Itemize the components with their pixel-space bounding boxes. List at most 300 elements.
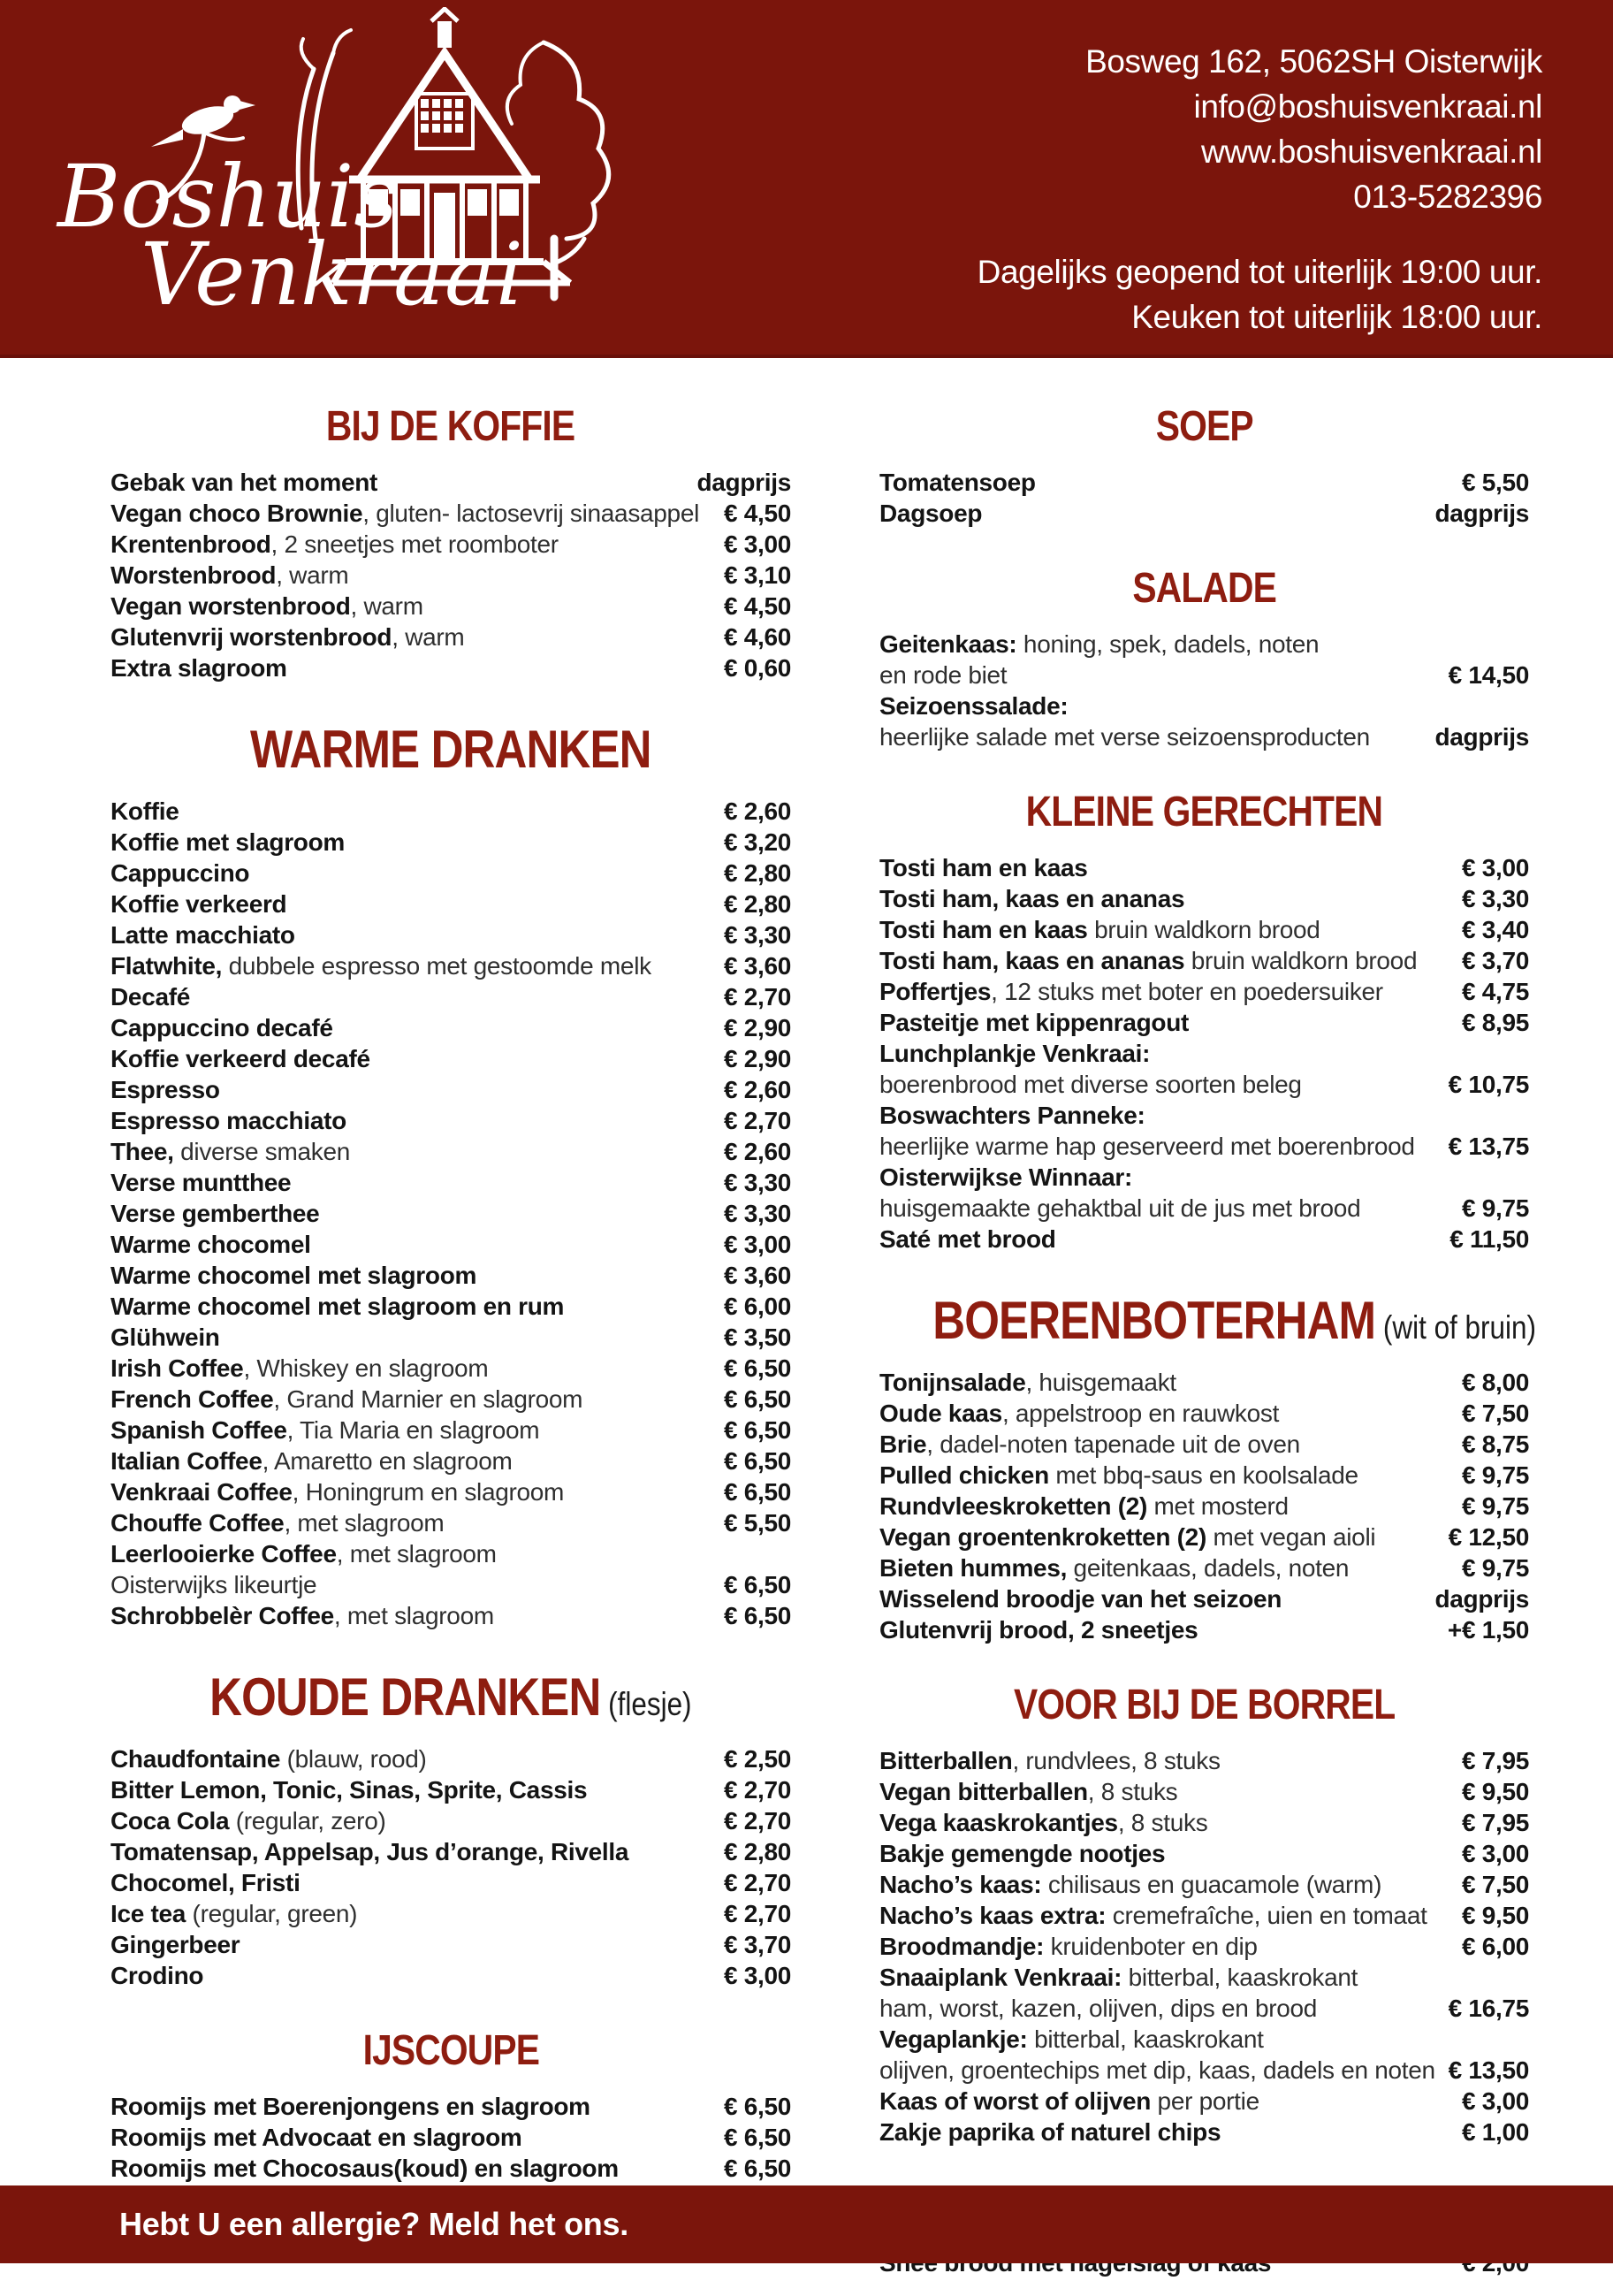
menu-item-row <box>110 1043 791 1074</box>
section-items <box>110 1743 791 1991</box>
item-name <box>110 1898 715 1929</box>
item-name <box>110 1538 782 1569</box>
section-title-text: SOEP <box>1155 403 1253 450</box>
menu-section-bij-de-koffie <box>110 402 791 683</box>
item-price: € 6,50 <box>723 1354 791 1382</box>
item-name <box>110 827 715 858</box>
item-name <box>879 852 1453 883</box>
item-description: met bbq-saus en koolsalade <box>1048 1461 1358 1489</box>
item-name <box>879 498 1426 529</box>
item-name-bold: Tosti ham en kaas <box>879 854 1088 881</box>
menu-item-row <box>110 622 791 652</box>
contact-line: 013-5282396 <box>1353 179 1542 215</box>
item-name <box>110 1291 715 1322</box>
item-name <box>879 1131 1440 1162</box>
item-name-bold: Poffertjes <box>879 978 992 1005</box>
item-price: € 9,75 <box>1461 1461 1529 1489</box>
item-name-bold: Warme chocomel met slagroom en rum <box>110 1293 565 1320</box>
item-price: € 5,50 <box>723 1509 791 1537</box>
item-name <box>110 1774 715 1805</box>
item-price: € 4,50 <box>723 500 791 527</box>
contact-line: Bosweg 162, 5062SH Oisterwijk <box>1085 43 1542 80</box>
section-title <box>879 788 1529 836</box>
menu-item-row <box>110 981 791 1012</box>
menu-section-soep <box>879 402 1529 529</box>
item-name-bold: Pulled chicken <box>879 1461 1049 1489</box>
item-price: € 2,80 <box>723 1838 791 1865</box>
item-description: , Honingrum en slagroom <box>292 1478 565 1506</box>
item-price: € 2,80 <box>723 859 791 887</box>
item-name <box>110 2153 715 2184</box>
menu-item-row <box>879 1838 1529 1869</box>
item-description: , Whiskey en slagroom <box>243 1354 489 1382</box>
item-price: € 12,50 <box>1448 1523 1529 1551</box>
item-description: bitterbal, kaaskrokant <box>1027 2025 1264 2053</box>
allergy-notice: Hebt U een allergie? Meld het ons. <box>119 2206 628 2242</box>
item-name-bold: Geitenkaas: <box>879 630 1017 658</box>
menu-item-row <box>879 1367 1529 1398</box>
item-price: € 9,75 <box>1461 1194 1529 1222</box>
item-name-bold: Tomatensap, Appelsap, Jus d’orange, Rivella <box>110 1838 629 1865</box>
item-price: € 6,50 <box>723 2155 791 2182</box>
menu-item-row <box>110 1476 791 1507</box>
item-name <box>879 1745 1453 1776</box>
menu-item-row <box>110 950 791 981</box>
item-description: bitterbal, kaaskrokant <box>1122 1964 1358 1991</box>
menu-section-boerenboterham <box>879 1290 1536 1645</box>
item-name-bold: Chaudfontaine <box>110 1745 281 1773</box>
item-description: , rundvlees, 8 stuks <box>1012 1747 1221 1774</box>
menu-columns <box>0 358 1613 2296</box>
menu-item-row <box>879 1429 1529 1460</box>
menu-item-row <box>879 2086 1529 2117</box>
item-name-bold: Glutenvrij brood, 2 sneetjes <box>879 1616 1198 1644</box>
hours-line: Keuken tot uiterlijk 18:00 uur. <box>1131 299 1542 335</box>
item-name-bold: Tomatensoep <box>879 469 1036 496</box>
item-name-bold: Gingerbeer <box>110 1931 240 1958</box>
menu-item-row <box>110 1384 791 1415</box>
item-price: dagprijs <box>696 469 791 496</box>
section-title-suffix: (flesje) <box>600 1686 692 1722</box>
section-title-text: IJSCOUPE <box>362 2027 539 2074</box>
item-name-bold: Bitter Lemon, Tonic, Sinas, Sprite, Cassis <box>110 1776 588 1804</box>
item-description: (regular, green) <box>186 1900 358 1927</box>
section-title <box>879 564 1529 613</box>
menu-item-row <box>879 1614 1529 1645</box>
item-name <box>879 1460 1453 1491</box>
item-description: cremefraîche, uien en tomaat <box>1106 1902 1427 1929</box>
item-price: € 2,70 <box>723 1107 791 1134</box>
item-price: dagprijs <box>1434 723 1529 751</box>
item-price: € 14,50 <box>1448 661 1529 689</box>
item-price: € 2,70 <box>723 1900 791 1927</box>
item-name-bold: Chouffe Coffee <box>110 1509 285 1537</box>
menu-item-row <box>110 2122 791 2153</box>
item-name <box>110 1384 715 1415</box>
item-name-bold: Bitterballen <box>879 1747 1013 1774</box>
item-name <box>879 1993 1440 2024</box>
item-name <box>110 1836 715 1867</box>
menu-item-row <box>879 660 1529 690</box>
item-description: ham, worst, kazen, olijven, dips en brood <box>879 1995 1318 2022</box>
item-price: € 7,50 <box>1461 1871 1529 1898</box>
menu-item-row <box>110 1898 791 1929</box>
item-name <box>110 1415 715 1445</box>
section-items <box>879 629 1529 752</box>
menu-item-row <box>110 1743 791 1774</box>
item-name <box>110 1074 715 1105</box>
item-name-bold: Verse muntthee <box>110 1169 292 1196</box>
item-name-bold: Glühwein <box>110 1323 220 1351</box>
menu-item-row <box>879 1398 1529 1429</box>
item-name-bold: Dagsoep <box>879 500 983 527</box>
menu-item-row <box>879 1869 1529 1900</box>
item-name <box>110 1167 715 1198</box>
item-price: dagprijs <box>1434 1585 1529 1613</box>
item-price: € 6,50 <box>723 1447 791 1475</box>
item-name-bold: Roomijs met Boerenjongens en slagroom <box>110 2093 590 2120</box>
item-name <box>879 1962 1520 1993</box>
item-name <box>110 1507 715 1538</box>
item-description: olijven, groentechips met dip, kaas, dadels en noten <box>879 2056 1435 2084</box>
item-name <box>879 1224 1441 1255</box>
menu-item-row <box>110 560 791 591</box>
item-name-bold: Ice tea <box>110 1900 186 1927</box>
item-name-bold: Vega kaaskrokantjes <box>879 1809 1118 1836</box>
item-name-bold: Bakje gemengde nootjes <box>879 1840 1166 1867</box>
section-title-text: BIJ DE KOFFIE <box>326 403 575 450</box>
item-price: € 8,95 <box>1461 1009 1529 1036</box>
item-name <box>879 1838 1453 1869</box>
item-name <box>879 721 1426 752</box>
item-description: heerlijke salade met verse seizoensproducten <box>879 723 1370 751</box>
item-name <box>110 622 715 652</box>
item-name <box>110 981 715 1012</box>
item-name <box>879 1900 1453 1931</box>
section-title-suffix: (wit of bruin) <box>1375 1309 1536 1346</box>
item-description: , 2 sneetjes met roomboter <box>270 530 559 558</box>
item-name-bold: Espresso macchiato <box>110 1107 346 1134</box>
item-name <box>110 1260 715 1291</box>
menu-item-row <box>110 1507 791 1538</box>
menu-section-salade <box>879 564 1529 752</box>
item-name <box>110 1569 715 1600</box>
menu-item-row <box>879 2117 1529 2147</box>
item-price: € 8,00 <box>1461 1369 1529 1396</box>
item-name-bold: Decafé <box>110 983 191 1011</box>
item-name-bold: Vegan worstenbrood <box>110 592 351 620</box>
item-name-bold: French Coffee <box>110 1385 274 1413</box>
section-title <box>110 2026 791 2075</box>
item-name-bold: Coca Cola <box>110 1807 230 1835</box>
item-price: € 3,00 <box>1461 854 1529 881</box>
item-price: € 2,90 <box>723 1045 791 1072</box>
item-price: € 2,60 <box>723 797 791 825</box>
menu-item-row <box>110 1260 791 1291</box>
item-price: € 6,50 <box>723 2124 791 2151</box>
item-description: (blauw, rood) <box>280 1745 427 1773</box>
item-name <box>879 1193 1453 1224</box>
item-description: bruin waldkorn brood <box>1184 947 1418 974</box>
footer-banner <box>0 2185 1613 2263</box>
item-price: € 3,30 <box>723 1200 791 1227</box>
menu-item-row <box>879 629 1529 660</box>
item-description: met vegan aioli <box>1206 1523 1376 1551</box>
section-title-text: KOUDE DRANKEN <box>209 1667 601 1727</box>
item-price: € 11,50 <box>1449 1225 1529 1253</box>
menu-item-row <box>879 1069 1529 1100</box>
item-description: , huisgemaakt <box>1025 1369 1176 1396</box>
item-description: chilisaus en guacamole (warm) <box>1041 1871 1382 1898</box>
menu-item-row <box>110 1867 791 1898</box>
item-description: boerenbrood met diverse soorten beleg <box>879 1071 1302 1098</box>
item-name <box>110 652 715 683</box>
item-name <box>110 1867 715 1898</box>
item-name-bold: Extra slagroom <box>110 654 287 682</box>
menu-item-row <box>110 591 791 622</box>
item-price: € 3,00 <box>723 1231 791 1258</box>
menu-item-row <box>879 1162 1529 1193</box>
item-name-bold: Latte macchiato <box>110 921 295 949</box>
menu-item-row <box>879 976 1529 1007</box>
item-name <box>879 467 1453 498</box>
menu-item-row <box>879 467 1529 498</box>
item-price: € 9,50 <box>1461 1778 1529 1805</box>
contact-info <box>1085 39 1542 219</box>
item-name <box>110 591 715 622</box>
item-name <box>879 1931 1453 1962</box>
item-name <box>879 945 1453 976</box>
section-title <box>879 1290 1536 1351</box>
item-price: € 13,50 <box>1448 2056 1529 2084</box>
item-description: , 8 stuks <box>1087 1778 1178 1805</box>
item-price: € 3,30 <box>723 921 791 949</box>
item-name <box>879 1429 1453 1460</box>
item-price: € 6,50 <box>723 1416 791 1444</box>
item-name <box>110 467 688 498</box>
section-title <box>110 1667 791 1728</box>
item-price: € 6,00 <box>1461 1933 1529 1960</box>
menu-item-row <box>879 2055 1529 2086</box>
item-name <box>110 1600 715 1631</box>
item-name-bold: Cappuccino decafé <box>110 1014 333 1041</box>
item-price: € 2,50 <box>723 1745 791 1773</box>
item-price: € 4,75 <box>1461 978 1529 1005</box>
item-description: kruidenboter en dip <box>1044 1933 1258 1960</box>
item-name <box>110 1929 715 1960</box>
item-price: € 7,95 <box>1461 1809 1529 1836</box>
item-name <box>110 919 715 950</box>
item-price: € 1,00 <box>1461 2118 1529 2146</box>
item-name-bold: Spanish Coffee <box>110 1416 287 1444</box>
item-description: , Tia Maria en slagroom <box>286 1416 540 1444</box>
section-items <box>110 2091 791 2184</box>
item-description: bruin waldkorn brood <box>1087 916 1320 943</box>
menu-item-row <box>879 1522 1529 1552</box>
menu-section-koude-dranken <box>110 1667 791 1991</box>
item-price: € 3,10 <box>723 561 791 589</box>
item-name <box>110 796 715 827</box>
menu-item-row <box>110 652 791 683</box>
item-name <box>110 1476 715 1507</box>
menu-item-row <box>879 1224 1529 1255</box>
item-name-bold: Roomijs met Chocosaus(koud) en slagroom <box>110 2155 619 2182</box>
item-name-bold: Gebak van het moment <box>110 469 378 496</box>
item-name <box>879 1776 1453 1807</box>
menu-item-row <box>110 1774 791 1805</box>
menu-item-row <box>879 1038 1529 1069</box>
item-name <box>879 1038 1520 1069</box>
item-name-bold: Thee, <box>110 1138 174 1165</box>
item-name <box>879 1367 1453 1398</box>
item-name <box>110 950 715 981</box>
menu-section-kleine-gerechten <box>879 788 1529 1255</box>
item-price: € 3,70 <box>723 1931 791 1958</box>
item-name <box>879 1807 1453 1838</box>
item-name-bold: Vegan bitterballen <box>879 1778 1088 1805</box>
item-name-bold: Italian Coffee <box>110 1447 262 1475</box>
opening-hours <box>978 249 1542 339</box>
item-name-bold: Broodmandje: <box>879 1933 1045 1960</box>
menu-item-row <box>110 1198 791 1229</box>
item-price: € 5,50 <box>1461 469 1529 496</box>
item-price: € 6,50 <box>723 1385 791 1413</box>
section-title <box>879 1681 1529 1729</box>
item-name-bold: Tosti ham, kaas en ananas <box>879 885 1185 912</box>
menu-item-row <box>110 2153 791 2184</box>
item-name-bold: Boswachters Panneke: <box>879 1102 1145 1129</box>
item-price: € 6,50 <box>723 1478 791 1506</box>
item-price: € 3,30 <box>723 1169 791 1196</box>
item-description: , gluten- lactosevrij sinaasappel <box>362 500 700 527</box>
section-title-text: VOOR BIJ DE BORREL <box>1013 1682 1396 1728</box>
menu-item-row <box>110 1805 791 1836</box>
item-name-bold: Vegaplankje: <box>879 2025 1028 2053</box>
section-title <box>110 719 791 780</box>
section-items <box>879 467 1529 529</box>
item-name <box>879 1069 1440 1100</box>
item-name-bold: Koffie <box>110 797 179 825</box>
item-description: per portie <box>1151 2087 1259 2115</box>
item-price: € 3,60 <box>723 952 791 980</box>
item-name <box>879 1491 1453 1522</box>
item-name-bold: Warme chocomel <box>110 1231 311 1258</box>
item-name-bold: Chocomel, Fristi <box>110 1869 301 1896</box>
menu-item-row <box>879 1552 1529 1583</box>
section-title <box>110 402 791 451</box>
item-price: € 3,00 <box>1461 1840 1529 1867</box>
item-price: € 2,60 <box>723 1138 791 1165</box>
item-name-bold: Tosti ham en kaas <box>879 916 1088 943</box>
menu-section-ijscoupe <box>110 2026 791 2184</box>
item-price: € 2,70 <box>723 1807 791 1835</box>
item-name-bold: Oude kaas <box>879 1400 1002 1427</box>
item-price: € 2,70 <box>723 983 791 1011</box>
item-description: (regular, zero) <box>229 1807 386 1835</box>
section-title-text: KLEINE GERECHTEN <box>1025 789 1383 835</box>
menu-item-row <box>879 1583 1529 1614</box>
item-name-bold: Leerlooierke Coffee <box>110 1540 337 1568</box>
item-price: dagprijs <box>1434 500 1529 527</box>
menu-item-row <box>110 858 791 889</box>
menu-item-row <box>879 1993 1529 2024</box>
menu-item-row <box>879 1931 1529 1962</box>
item-name-bold: Vegan choco Brownie <box>110 500 363 527</box>
item-price: € 8,75 <box>1461 1430 1529 1458</box>
menu-item-row <box>879 1807 1529 1838</box>
item-name <box>879 660 1440 690</box>
menu-item-row <box>879 2024 1529 2055</box>
item-description: geitenkaas, dadels, noten <box>1067 1554 1350 1582</box>
section-title-text: WARME DRANKEN <box>250 720 651 779</box>
item-name <box>879 1583 1426 1614</box>
contact-line: info@boshuisvenkraai.nl <box>1193 88 1542 125</box>
item-description: en rode biet <box>879 661 1008 689</box>
menu-item-row <box>110 827 791 858</box>
item-description: , 8 stuks <box>1117 1809 1208 1836</box>
item-price: € 3,00 <box>723 1962 791 1989</box>
section-title-text: SALADE <box>1132 565 1276 612</box>
item-price: € 6,50 <box>723 2093 791 2120</box>
menu-item-row <box>879 1745 1529 1776</box>
item-name-bold: Irish Coffee <box>110 1354 244 1382</box>
item-description: huisgemaakte gehaktbal uit de jus met brood <box>879 1194 1361 1222</box>
item-price: € 2,80 <box>723 890 791 918</box>
menu-item-row <box>110 1600 791 1631</box>
item-description: , met slagroom <box>333 1602 494 1629</box>
item-price: € 4,60 <box>723 623 791 651</box>
item-name <box>879 914 1453 945</box>
section-title-text: BOERENBOTERHAM <box>932 1291 1376 1350</box>
item-price: € 3,40 <box>1461 916 1529 943</box>
section-items <box>110 796 791 1631</box>
menu-item-row <box>110 1322 791 1353</box>
menu-column-left <box>110 402 791 2278</box>
item-price: € 4,50 <box>723 592 791 620</box>
item-name-bold: Nacho’s kaas: <box>879 1871 1042 1898</box>
menu-item-row <box>879 1962 1529 1993</box>
menu-item-row <box>879 1900 1529 1931</box>
item-price: € 2,60 <box>723 1076 791 1103</box>
section-items <box>879 1745 1529 2147</box>
item-price: € 6,50 <box>723 1602 791 1629</box>
item-name-bold: Worstenbrood <box>110 561 277 589</box>
item-name-bold: Flatwhite, <box>110 952 223 980</box>
item-name <box>110 1105 715 1136</box>
menu-item-row <box>110 1960 791 1991</box>
item-name <box>879 2117 1453 2147</box>
item-name <box>110 1353 715 1384</box>
item-name-bold: Zakje paprika of naturel chips <box>879 2118 1221 2146</box>
item-name <box>110 2091 715 2122</box>
item-description: met mosterd <box>1147 1492 1289 1520</box>
item-description: , warm <box>276 561 349 589</box>
menu-item-row <box>879 1776 1529 1807</box>
item-name <box>879 1522 1440 1552</box>
header-banner <box>0 0 1613 358</box>
item-price: € 2,70 <box>723 1869 791 1896</box>
item-description: , Grand Marnier en slagroom <box>273 1385 583 1413</box>
item-price: € 2,70 <box>723 1776 791 1804</box>
item-name-bold: Seizoenssalade: <box>879 692 1069 720</box>
item-name <box>879 2086 1453 2117</box>
item-price: € 13,75 <box>1448 1133 1529 1160</box>
item-name <box>110 1198 715 1229</box>
menu-item-row <box>879 883 1529 914</box>
item-name-bold: Snaaiplank Venkraai: <box>879 1964 1122 1991</box>
item-name <box>110 560 715 591</box>
item-price: € 3,00 <box>1461 2087 1529 2115</box>
